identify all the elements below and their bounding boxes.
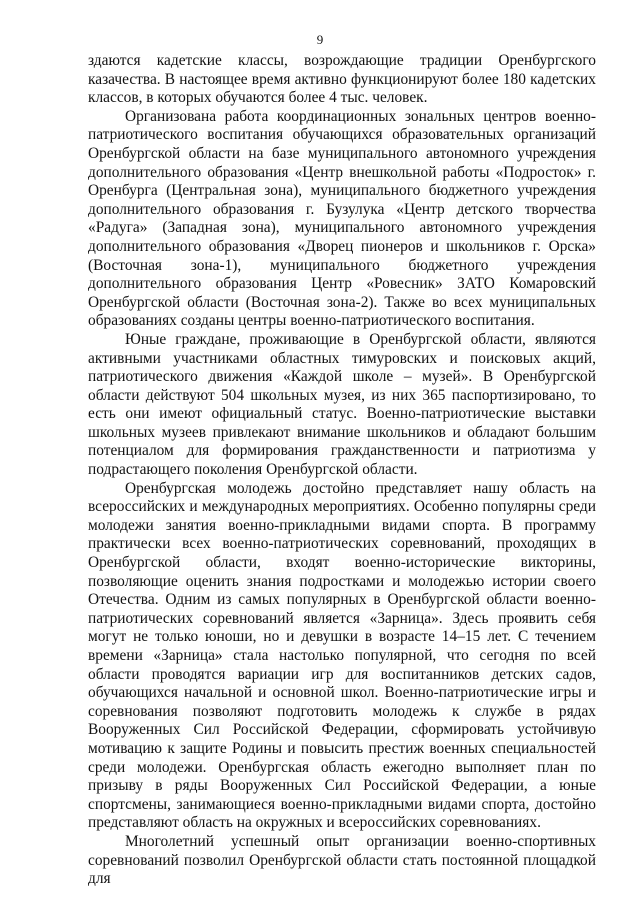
document-body — [88, 52, 596, 889]
paragraph-experience: Многолетний успешный опыт организации военно-спортивных соревнований позволил Оренбургской области стать постоянной площадкой для — [88, 832, 596, 888]
paragraph-coordination-centers: Организована работа координационных зональных центров военно-патриотического воспитания обучающихся образовательных организаций Оренбургской области на базе муниципального автономного учреждения дополнительного образования «Центр внешкольной работы «Подросток» г. Оренбурга (Центральная зона), муниципального бюджетного учреждения дополнительного образования г. Бузулука «Центр детского творчества «Радуга» (Западная зона), муниципального автономного учреждения дополнительного образования «Дворец пионеров и школьников г. Орска» (Восточная зона-1), муниципального бюджетного учреждения дополнительного образования Центр «Ровесник» ЗАТО Комаровский Оренбургской области (Восточная зона-2). Также во всех муниципальных образованиях созданы центры военно-патриотического воспитания. — [88, 107, 596, 330]
page-number: 9 — [316, 32, 324, 47]
paragraph-continuation: здаются кадетские классы, возрождающие традиции Оренбургского казачества. В настоящее время активно функционируют более 180 кадетских классов, в которых обучаются более 4 тыс. человек. — [88, 52, 596, 107]
paragraph-school-museums: Юные граждане, проживающие в Оренбургской области, являются активными участниками областных тимуровских и поисковых акций, патриотического движения «Каждой школе – музей». В Оренбургской области действуют 504 школьных музея, из них 365 паспортизировано, то есть они имеют официальный статус. Военно-патриотические выставки школьных музеев привлекают внимание школьников и обладают большим потенциалом для формирования гражданственности и патриотизма у подрастающего поколения Оренбургской области. — [88, 330, 596, 479]
paragraph-youth-competitions: Оренбургская молодежь достойно представляет нашу область на всероссийских и международных мероприятиях. Особенно популярны среди молодежи занятия военно-прикладными видами спорта. В программу практически всех военно-патриотических соревнований, проходящих в Оренбургской области, входят военно-исторические викторины, позволяющие оценить знания подростками и молодежью истории своего Отечества. Одним из самых популярных в Оренбургской области военно-патриотических соревнований является «Зарница». Здесь проявить себя могут не только юноши, но и девушки в возрасте 14–15 лет. С течением времени «Зарница» стала настолько популярной, что сегодня по всей области проводятся вариации игр для воспитанников детских садов, обучающихся начальной и основной школ. Военно-патриотические игры и соревнования позволяют подготовить молодежь к службе в рядах Вооруженных Сил Российской Федерации, сформировать устойчивую мотивацию к защите Родины и повысить престиж военных специальностей среди молодежи. Оренбургская область ежегодно выполняет план по призыву в ряды Вооруженных Сил Российской Федерации, а юные спортсмены, занимающиеся военно-прикладными видами спорта, достойно представляют область на окружных и всероссийских соревнованиях. — [88, 479, 596, 832]
